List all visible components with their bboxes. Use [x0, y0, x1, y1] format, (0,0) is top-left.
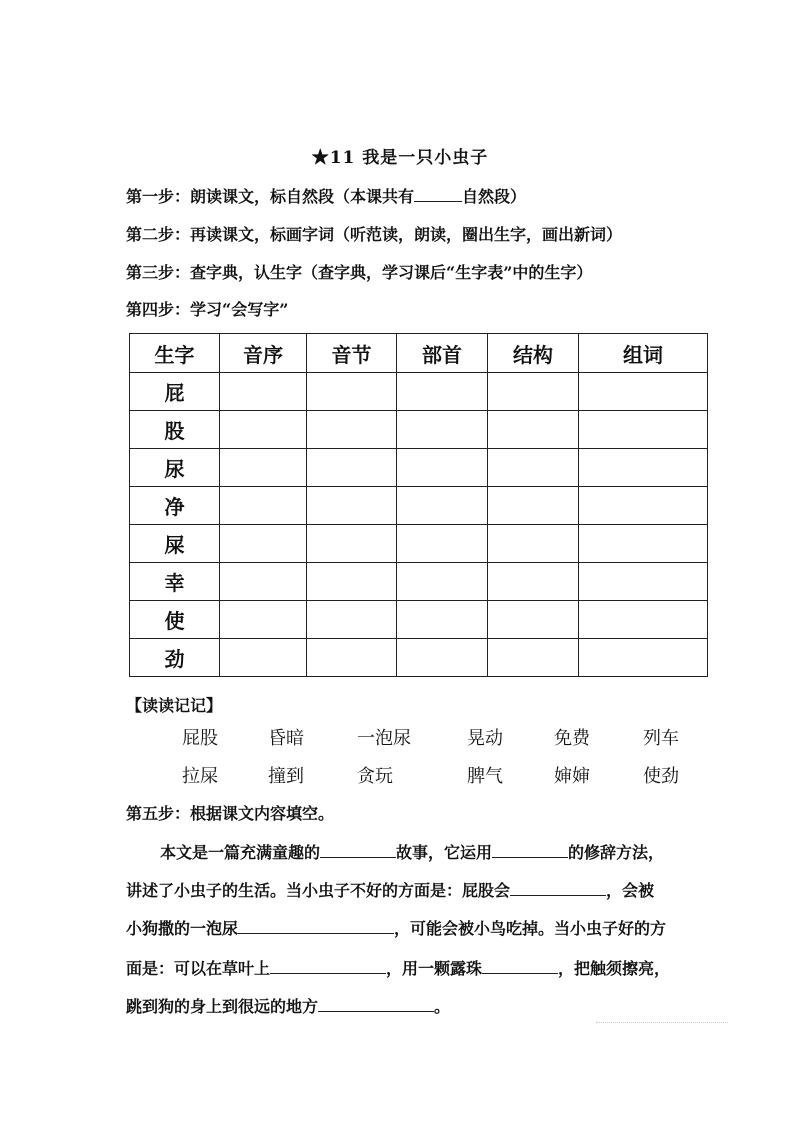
word-cell[interactable] [579, 601, 708, 639]
syllable-cell[interactable] [307, 449, 397, 487]
radical-cell[interactable] [397, 601, 488, 639]
structure-cell[interactable] [488, 563, 579, 601]
fill-in-text: 讲述了小虫子的生活。当小虫子不好的方面是：屁股会 [126, 881, 511, 900]
header-word: 组词 [579, 334, 708, 373]
word-cell[interactable] [579, 411, 708, 449]
initial-cell[interactable] [220, 601, 307, 639]
reading-word: 脾气 [467, 766, 503, 787]
table-row [130, 487, 708, 525]
word-cell[interactable] [579, 563, 708, 601]
initial-cell[interactable] [220, 487, 307, 525]
radical-cell[interactable] [397, 373, 488, 411]
step-1-text: 第一步：朗读课文，标自然段（本课共有 [126, 187, 415, 206]
radical-cell[interactable] [397, 525, 488, 563]
reading-word: 使劲 [643, 766, 679, 787]
paragraph-count-blank[interactable] [414, 185, 462, 202]
word-cell[interactable] [579, 373, 708, 411]
syllable-cell[interactable] [307, 373, 397, 411]
fill-in-line-2 [126, 878, 654, 901]
initial-cell[interactable] [220, 563, 307, 601]
character-cell: 幸 [130, 563, 220, 601]
step-1 [126, 184, 526, 207]
reading-word: 贪玩 [357, 766, 393, 787]
initial-cell[interactable] [220, 639, 307, 677]
reading-word: 晃动 [467, 728, 503, 749]
table-row [130, 373, 708, 411]
initial-cell[interactable] [220, 525, 307, 563]
header-structure: 结构 [488, 334, 579, 373]
dog-urine-blank[interactable] [238, 917, 394, 934]
syllable-cell[interactable] [307, 639, 397, 677]
reading-word: 一泡尿 [357, 728, 411, 749]
initial-cell[interactable] [220, 411, 307, 449]
fill-in-text: 故事，它运用 [396, 843, 493, 862]
syllable-cell[interactable] [307, 563, 397, 601]
syllable-cell[interactable] [307, 601, 397, 639]
word-cell[interactable] [579, 449, 708, 487]
step-2: 第二步：再读课文，标画字词（听范读，朗读，圈出生字，画出新词） [126, 225, 623, 244]
header-radical: 部首 [397, 334, 488, 373]
syllable-cell[interactable] [307, 487, 397, 525]
fill-in-text: ，用一颗露珠 [386, 959, 483, 978]
structure-cell[interactable] [488, 487, 579, 525]
bottom-blank[interactable] [510, 879, 606, 896]
fill-in-text: 本文是一篇充满童趣的 [160, 843, 321, 862]
word-cell[interactable] [579, 525, 708, 563]
table-header-row [130, 334, 708, 373]
header-syllable: 音节 [307, 334, 397, 373]
grass-leaf-blank[interactable] [270, 957, 386, 974]
reading-word: 拉屎 [182, 766, 218, 787]
radical-cell[interactable] [397, 449, 488, 487]
structure-cell[interactable] [488, 373, 579, 411]
story-type-blank[interactable] [320, 841, 396, 858]
page-title: ★11 我是一只小虫子 [311, 148, 489, 168]
step-5: 第五步：根据课文内容填空。 [126, 804, 335, 823]
reading-word: 屁股 [182, 728, 218, 749]
step-3: 第三步：查字典，认生字（查字典，学习课后“生字表”中的生字） [126, 263, 593, 282]
radical-cell[interactable] [397, 487, 488, 525]
fill-in-text: ，可能会被小鸟吃掉。当小虫子好的方 [394, 919, 667, 938]
faint-footer-mark [596, 1022, 728, 1029]
table-row [130, 411, 708, 449]
radical-cell[interactable] [397, 639, 488, 677]
syllable-cell[interactable] [307, 411, 397, 449]
table-row [130, 449, 708, 487]
fill-in-text: 跳到狗的身上到很远的地方 [126, 997, 319, 1016]
step-4: 第四步：学习“会写字” [126, 300, 289, 319]
structure-cell[interactable] [488, 449, 579, 487]
header-initial: 音序 [220, 334, 307, 373]
reading-word: 昏暗 [268, 728, 304, 749]
character-cell: 使 [130, 601, 220, 639]
radical-cell[interactable] [397, 411, 488, 449]
reading-word: 撞到 [268, 766, 304, 787]
character-cell: 尿 [130, 449, 220, 487]
step-1-text-end: 自然段） [462, 187, 527, 206]
fill-in-line-3 [126, 916, 666, 939]
character-cell: 屁 [130, 373, 220, 411]
fill-in-line-5 [126, 994, 450, 1017]
character-cell: 净 [130, 487, 220, 525]
fill-in-text: ，把触须擦亮， [558, 959, 671, 978]
fill-in-text: ，会被 [606, 881, 655, 900]
syllable-cell[interactable] [307, 525, 397, 563]
rhetoric-method-blank[interactable] [492, 841, 568, 858]
fill-in-text: 面是：可以在草叶上 [126, 959, 271, 978]
table-row [130, 601, 708, 639]
fill-in-line-4 [126, 956, 670, 979]
fill-in-text: 。 [434, 997, 451, 1016]
word-cell[interactable] [579, 639, 708, 677]
reading-word: 婶婶 [554, 766, 590, 787]
word-cell[interactable] [579, 487, 708, 525]
structure-cell[interactable] [488, 411, 579, 449]
characters-table [129, 333, 708, 677]
table-row [130, 525, 708, 563]
structure-cell[interactable] [488, 639, 579, 677]
fill-in-text: 小狗撒的一泡尿 [126, 919, 239, 938]
character-cell: 劲 [130, 639, 220, 677]
dewdrop-blank[interactable] [482, 957, 558, 974]
initial-cell[interactable] [220, 373, 307, 411]
structure-cell[interactable] [488, 601, 579, 639]
structure-cell[interactable] [488, 525, 579, 563]
initial-cell[interactable] [220, 449, 307, 487]
reading-word: 免费 [554, 728, 590, 749]
reading-word: 列车 [643, 728, 679, 749]
radical-cell[interactable] [397, 563, 488, 601]
fill-in-text: 的修辞方法， [568, 843, 665, 862]
table-row [130, 563, 708, 601]
fill-in-line-1 [160, 840, 664, 863]
far-place-blank[interactable] [318, 995, 434, 1012]
table-row [130, 639, 708, 677]
reading-section-label: 【读读记记】 [126, 696, 223, 715]
character-cell: 股 [130, 411, 220, 449]
header-character: 生字 [130, 334, 220, 373]
character-cell: 屎 [130, 525, 220, 563]
